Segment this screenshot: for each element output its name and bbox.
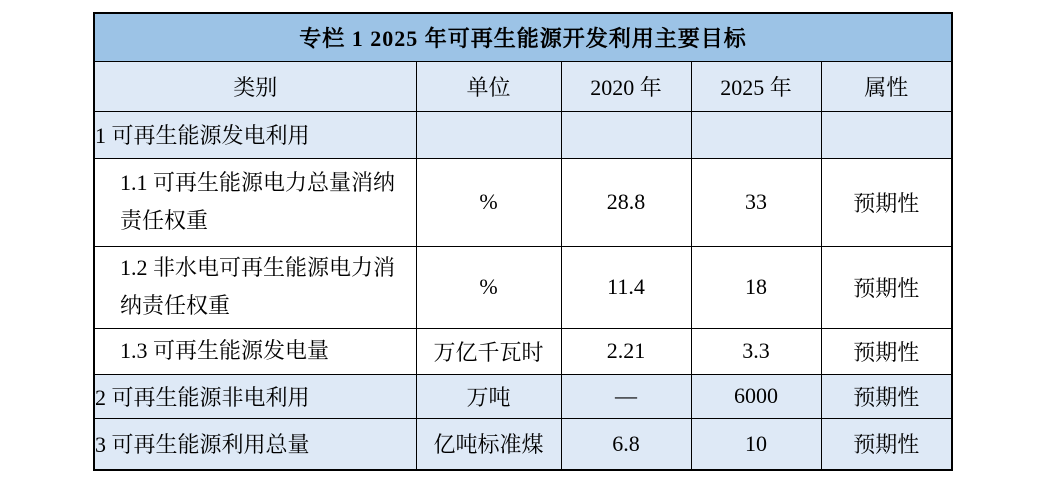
cell-2025: 3.3 (691, 328, 821, 374)
cell-2025: 33 (691, 158, 821, 246)
table-row-1-2 (94, 246, 952, 328)
cell-attribute (821, 111, 952, 158)
table-title: 专栏 1 2025 年可再生能源开发利用主要目标 (94, 13, 952, 61)
header-attribute: 属性 (821, 61, 952, 111)
cell-category: 1 可再生能源发电利用 (94, 111, 416, 158)
cell-category: 1.2 非水电可再生能源电力消纳责任权重 (94, 246, 416, 328)
table-row-1-1 (94, 158, 952, 246)
cell-category: 1.1 可再生能源电力总量消纳责任权重 (94, 158, 416, 246)
cell-2025: 18 (691, 246, 821, 328)
cell-2020: 11.4 (561, 246, 691, 328)
cell-category: 3 可再生能源利用总量 (94, 418, 416, 470)
cell-unit: 万吨 (416, 374, 561, 418)
cell-attribute: 预期性 (821, 246, 952, 328)
table-row-section-2 (94, 374, 952, 418)
cell-2020: 2.21 (561, 328, 691, 374)
header-category: 类别 (94, 61, 416, 111)
table-header-row (94, 61, 952, 111)
table-title-row (94, 13, 952, 61)
cell-category: 2 可再生能源非电利用 (94, 374, 416, 418)
cell-2020 (561, 111, 691, 158)
cell-2020: 6.8 (561, 418, 691, 470)
targets-table-container (93, 12, 953, 471)
cell-attribute: 预期性 (821, 328, 952, 374)
cell-2025 (691, 111, 821, 158)
cell-unit (416, 111, 561, 158)
cell-2025: 6000 (691, 374, 821, 418)
cell-attribute: 预期性 (821, 374, 952, 418)
cell-unit: 万亿千瓦时 (416, 328, 561, 374)
cell-2025: 10 (691, 418, 821, 470)
table-row-section-1 (94, 111, 952, 158)
cell-unit: % (416, 158, 561, 246)
cell-unit: % (416, 246, 561, 328)
cell-2020: — (561, 374, 691, 418)
table-row-1-3 (94, 328, 952, 374)
cell-unit: 亿吨标准煤 (416, 418, 561, 470)
header-2020: 2020 年 (561, 61, 691, 111)
cell-attribute: 预期性 (821, 418, 952, 470)
targets-table (93, 12, 953, 471)
header-2025: 2025 年 (691, 61, 821, 111)
header-unit: 单位 (416, 61, 561, 111)
cell-category: 1.3 可再生能源发电量 (94, 328, 416, 374)
cell-attribute: 预期性 (821, 158, 952, 246)
table-row-section-3 (94, 418, 952, 470)
cell-2020: 28.8 (561, 158, 691, 246)
